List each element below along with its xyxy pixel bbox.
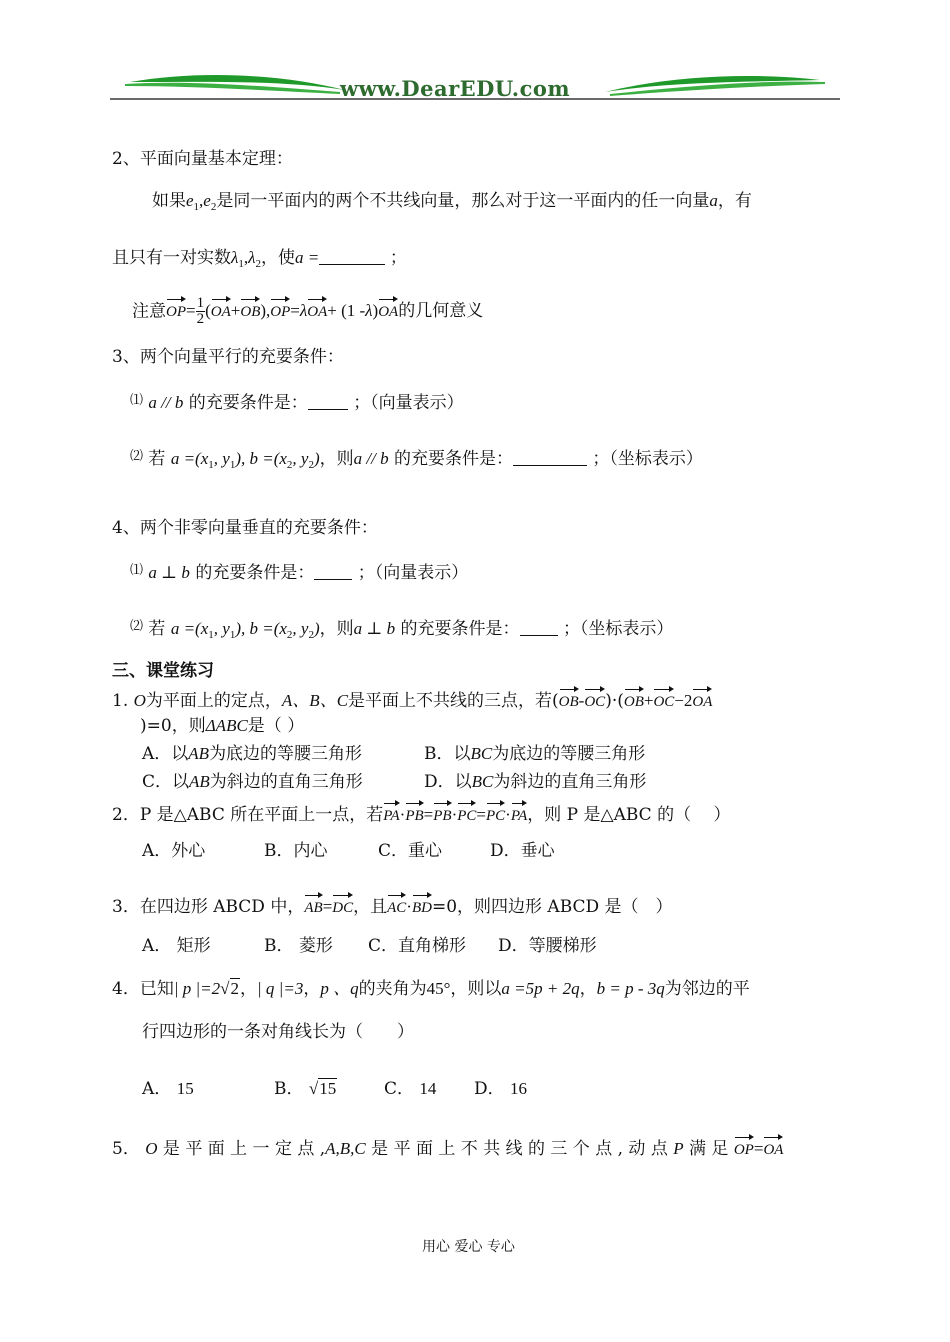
q2-stem: [112, 800, 730, 826]
equals: =: [476, 805, 486, 824]
option-label: D．以: [424, 772, 472, 792]
text: ，且: [353, 897, 388, 917]
text: ；（坐标表示）: [592, 449, 703, 469]
triangle-ABC: ΔABC: [205, 716, 248, 735]
comma: ,: [266, 301, 271, 320]
option-value: 15: [176, 1079, 194, 1098]
dot: ·: [406, 897, 412, 916]
text: )·(: [605, 691, 624, 711]
text: 是（ ）: [247, 716, 305, 736]
q2-option-D[interactable]: D．垂心: [490, 841, 555, 861]
option-text: 为斜边的直角三角形: [209, 772, 363, 792]
text: ，使: [261, 248, 295, 268]
norm-q: | q |=3: [257, 979, 304, 998]
option-value: 16: [510, 1079, 528, 1098]
option-text: 为底边的等腰三角形: [492, 744, 646, 764]
perp-expr: a ⊥ b: [148, 563, 190, 582]
text: ，则 P 是△ABC 的（ ）: [527, 805, 731, 825]
expr-b: b = p - 3q: [596, 979, 665, 998]
text: 为平面上的定点，: [145, 691, 282, 711]
text: 的充要条件是：: [393, 449, 513, 469]
vector-BD: BD: [412, 892, 432, 916]
site-logo-text: www.DearEDU.com: [340, 76, 571, 101]
equals: =: [322, 897, 333, 916]
s3-item-2: [130, 446, 703, 476]
text: ，: [240, 979, 257, 999]
option-label: A．: [142, 1079, 172, 1099]
q3-option-A[interactable]: A． 矩形: [142, 936, 211, 956]
item-number: ⑴: [130, 563, 144, 578]
answer-blank[interactable]: [520, 619, 558, 636]
question-number: 1.: [112, 691, 129, 711]
text: 为邻边的平: [664, 979, 750, 999]
text: 的几何意义: [398, 301, 484, 321]
perp-expr: a ⊥ b: [353, 619, 396, 638]
point-O: O: [133, 691, 146, 710]
equals: =: [423, 805, 434, 824]
s4-item-2: [130, 616, 673, 646]
text: =0，则四边形 ABCD 是（ ）: [431, 897, 673, 917]
plus: +: [230, 301, 241, 320]
text: 的充要条件是：: [188, 393, 308, 413]
item-number: ⑴: [130, 393, 144, 408]
text: ，则: [319, 449, 354, 469]
option-label: A．以: [142, 744, 189, 764]
expr-a: a =5p + 2q: [501, 979, 580, 998]
option-label: C．以: [142, 772, 190, 792]
sqrt-2: 2: [230, 979, 239, 998]
text: 若: [148, 619, 166, 639]
vector-a: a: [709, 191, 718, 210]
text: ；（向量表示）: [353, 393, 464, 413]
option-text: 为斜边的直角三角形: [493, 772, 647, 792]
q3-stem: [112, 892, 673, 918]
q2-option-B[interactable]: B．内心: [264, 841, 328, 861]
text: )=0，则: [140, 716, 206, 736]
vector-DC: DC: [332, 892, 353, 916]
q3-option-C[interactable]: C．直角梯形: [368, 936, 467, 956]
e1-symbol: $e_1$: [186, 191, 200, 213]
theorem-line-2: 且只有一对实数$\lambda_1,\lambda_2$，使a = ；: [112, 248, 407, 270]
question-number: 5．: [112, 1139, 140, 1159]
paren: ): [372, 301, 379, 320]
segment: BC: [470, 744, 493, 763]
vector-OA: OA: [307, 296, 327, 320]
text: 注意: [132, 301, 166, 322]
plus: +: [643, 691, 654, 710]
item-number: ⑵: [130, 619, 144, 634]
answer-blank[interactable]: [319, 248, 385, 265]
lambda-1: $\lambda_1$: [231, 248, 244, 270]
q4-option-B[interactable]: B． √15: [274, 1079, 337, 1099]
lambda: λ: [365, 301, 373, 320]
q4-stem-line-2: 行四边形的一条对角线长为（ ）: [142, 1022, 414, 1042]
text: ，: [579, 979, 597, 999]
vectors-p-q: p 、q: [320, 979, 359, 998]
text: 如果: [152, 191, 186, 211]
text: ，则: [319, 619, 354, 639]
text: 是 平 面 上 不 共 线 的 三 个 点 , 动 点: [371, 1139, 668, 1159]
vector-PA: PA: [383, 800, 399, 824]
points-ABC: A,B,C: [325, 1139, 366, 1158]
section-4-title: 4、两个非零向量垂直的充要条件：: [112, 518, 378, 538]
theorem-line-1: 如果$e_1,e_2$是同一平面内的两个不共线向量，那么对于这一平面内的任一向量a，有: [152, 191, 752, 213]
q3-option-B[interactable]: B． 菱形: [264, 936, 333, 956]
angle-45: 45°: [426, 979, 451, 998]
text: 的充要条件是：: [195, 563, 315, 583]
text: 是平面上不共线的三点，若(: [348, 691, 559, 711]
segment: BC: [471, 772, 494, 791]
minus-two: −2: [674, 691, 693, 710]
point-P: P: [673, 1139, 684, 1158]
option-label: D．: [474, 1079, 505, 1099]
exercise-heading: 三、课堂练习: [112, 661, 214, 681]
minus: -: [578, 691, 585, 710]
point-O: O: [145, 1139, 158, 1158]
vector-OP: OP: [270, 296, 290, 320]
q2-option-C[interactable]: C．重心: [378, 841, 443, 861]
coord-expr: $a =(x_1$, $y_1$), $b =(x_2$, $y_2$): [170, 449, 320, 471]
vector-OA: OA: [378, 296, 398, 320]
s3-item-1: [130, 390, 464, 414]
vector-PA: PA: [511, 800, 527, 824]
answer-blank[interactable]: [314, 563, 352, 580]
segment: AB: [189, 772, 210, 791]
q4-stem-line-1: 4．已知| p |=2√2，| q |=3，p 、q的夹角为45°，则以a =5p + 2q，b = p - 3q为邻边的平: [112, 979, 750, 999]
text: 3．在四边形 ABCD 中，: [112, 897, 305, 917]
q5-stem: [112, 1134, 783, 1160]
text: 2．P 是△ABC 所在平面上一点，若: [112, 805, 384, 825]
vector-PC: PC: [486, 800, 505, 824]
parallel-expr: a // b: [148, 393, 184, 412]
vector-OB: OB: [624, 686, 644, 710]
page-footer: 用心 爱心 专心: [422, 1239, 515, 1255]
text: 是同一平面内的两个不共线向量，那么对于这一平面内的任一向量: [216, 191, 710, 211]
q4-option-D[interactable]: [474, 1078, 527, 1100]
vector-AC: AC: [387, 892, 406, 916]
points-ABC: A、B、C: [281, 691, 349, 710]
lambda-2: $\lambda_2$: [248, 248, 261, 270]
option-value: 14: [419, 1079, 437, 1098]
answer-blank[interactable]: [308, 393, 348, 410]
s4-item-1: [130, 560, 468, 584]
dot: ·: [505, 805, 511, 824]
text: ；（向量表示）: [357, 563, 469, 583]
q1-option-B[interactable]: [424, 743, 645, 765]
section-2-title: 2、平面向量基本定理：: [112, 149, 293, 169]
equals: =: [186, 301, 196, 320]
text: 的充要条件是：: [400, 619, 520, 639]
text: ，: [303, 979, 321, 999]
option-label: C．: [384, 1079, 415, 1099]
text: 满 足: [689, 1139, 729, 1159]
option-text: 为底边的等腰三角形: [209, 744, 363, 764]
lambda: λ: [299, 301, 308, 320]
q3-option-D[interactable]: D．等腰梯形: [498, 936, 597, 956]
option-value: 15: [319, 1079, 337, 1098]
option-label: B．以: [424, 744, 471, 764]
equals: =: [308, 248, 319, 267]
equals: =: [290, 301, 300, 320]
e2-symbol: $e_2$: [203, 191, 217, 213]
q1-option-D[interactable]: [424, 771, 646, 793]
q4-option-A[interactable]: [142, 1078, 194, 1100]
vector-OB: OB: [559, 686, 579, 710]
vector-PC: PC: [457, 800, 476, 824]
q1-option-C[interactable]: [142, 771, 363, 793]
option-label: B．: [274, 1079, 304, 1099]
q1-line-1: [112, 686, 712, 712]
note-line: 注意OP= $\frac{1}{2}$ (OA+OB),OP=λOA+ (1 -λ)OA的几何意义: [132, 295, 484, 327]
vector-PB: PB: [433, 800, 451, 824]
q1-line-2: [140, 715, 304, 737]
coord-expr: $a =(x_1$, $y_1$), $b =(x_2$, $y_2$): [170, 619, 320, 641]
vector-OC: OC: [653, 686, 674, 710]
text: 是 平 面 上 一 定 点 ,: [162, 1139, 326, 1159]
answer-blank[interactable]: [513, 449, 587, 466]
vector-OA: OA: [211, 296, 231, 320]
vector-a: a: [295, 248, 304, 267]
fraction-half: $\frac{1}{2}$: [196, 295, 205, 327]
vector-OA: OA: [763, 1134, 783, 1158]
text: ，有: [717, 191, 752, 211]
vector-OP: OP: [734, 1134, 754, 1158]
segment: AB: [188, 744, 210, 763]
vector-OP: OP: [166, 296, 186, 320]
vector-OA: OA: [692, 686, 712, 710]
section-3-title: 3、两个向量平行的充要条件：: [112, 347, 344, 367]
text: ；: [389, 248, 407, 268]
parallel-expr: a // b: [353, 449, 389, 468]
vector-AB: AB: [304, 892, 322, 916]
text: 的夹角为: [358, 979, 427, 999]
plus-one-minus: + (1 -: [327, 301, 366, 320]
text: 若: [148, 449, 166, 469]
text: 4．已知: [112, 979, 174, 999]
dot: ·: [399, 805, 406, 824]
item-number: ⑵: [130, 449, 144, 464]
vector-PB: PB: [405, 800, 423, 824]
vector-OC: OC: [584, 686, 605, 710]
q1-option-A[interactable]: [142, 743, 362, 765]
vector-OB: OB: [240, 296, 260, 320]
text: ，则以: [450, 979, 502, 999]
equals: =: [753, 1139, 764, 1158]
text: ；（坐标表示）: [562, 619, 674, 639]
dot: ·: [451, 805, 458, 824]
q2-option-A[interactable]: A．外心: [142, 841, 206, 861]
text: 且只有一对实数: [112, 248, 231, 268]
q4-option-C[interactable]: [384, 1078, 436, 1100]
norm-p: | p |=2: [173, 979, 221, 998]
